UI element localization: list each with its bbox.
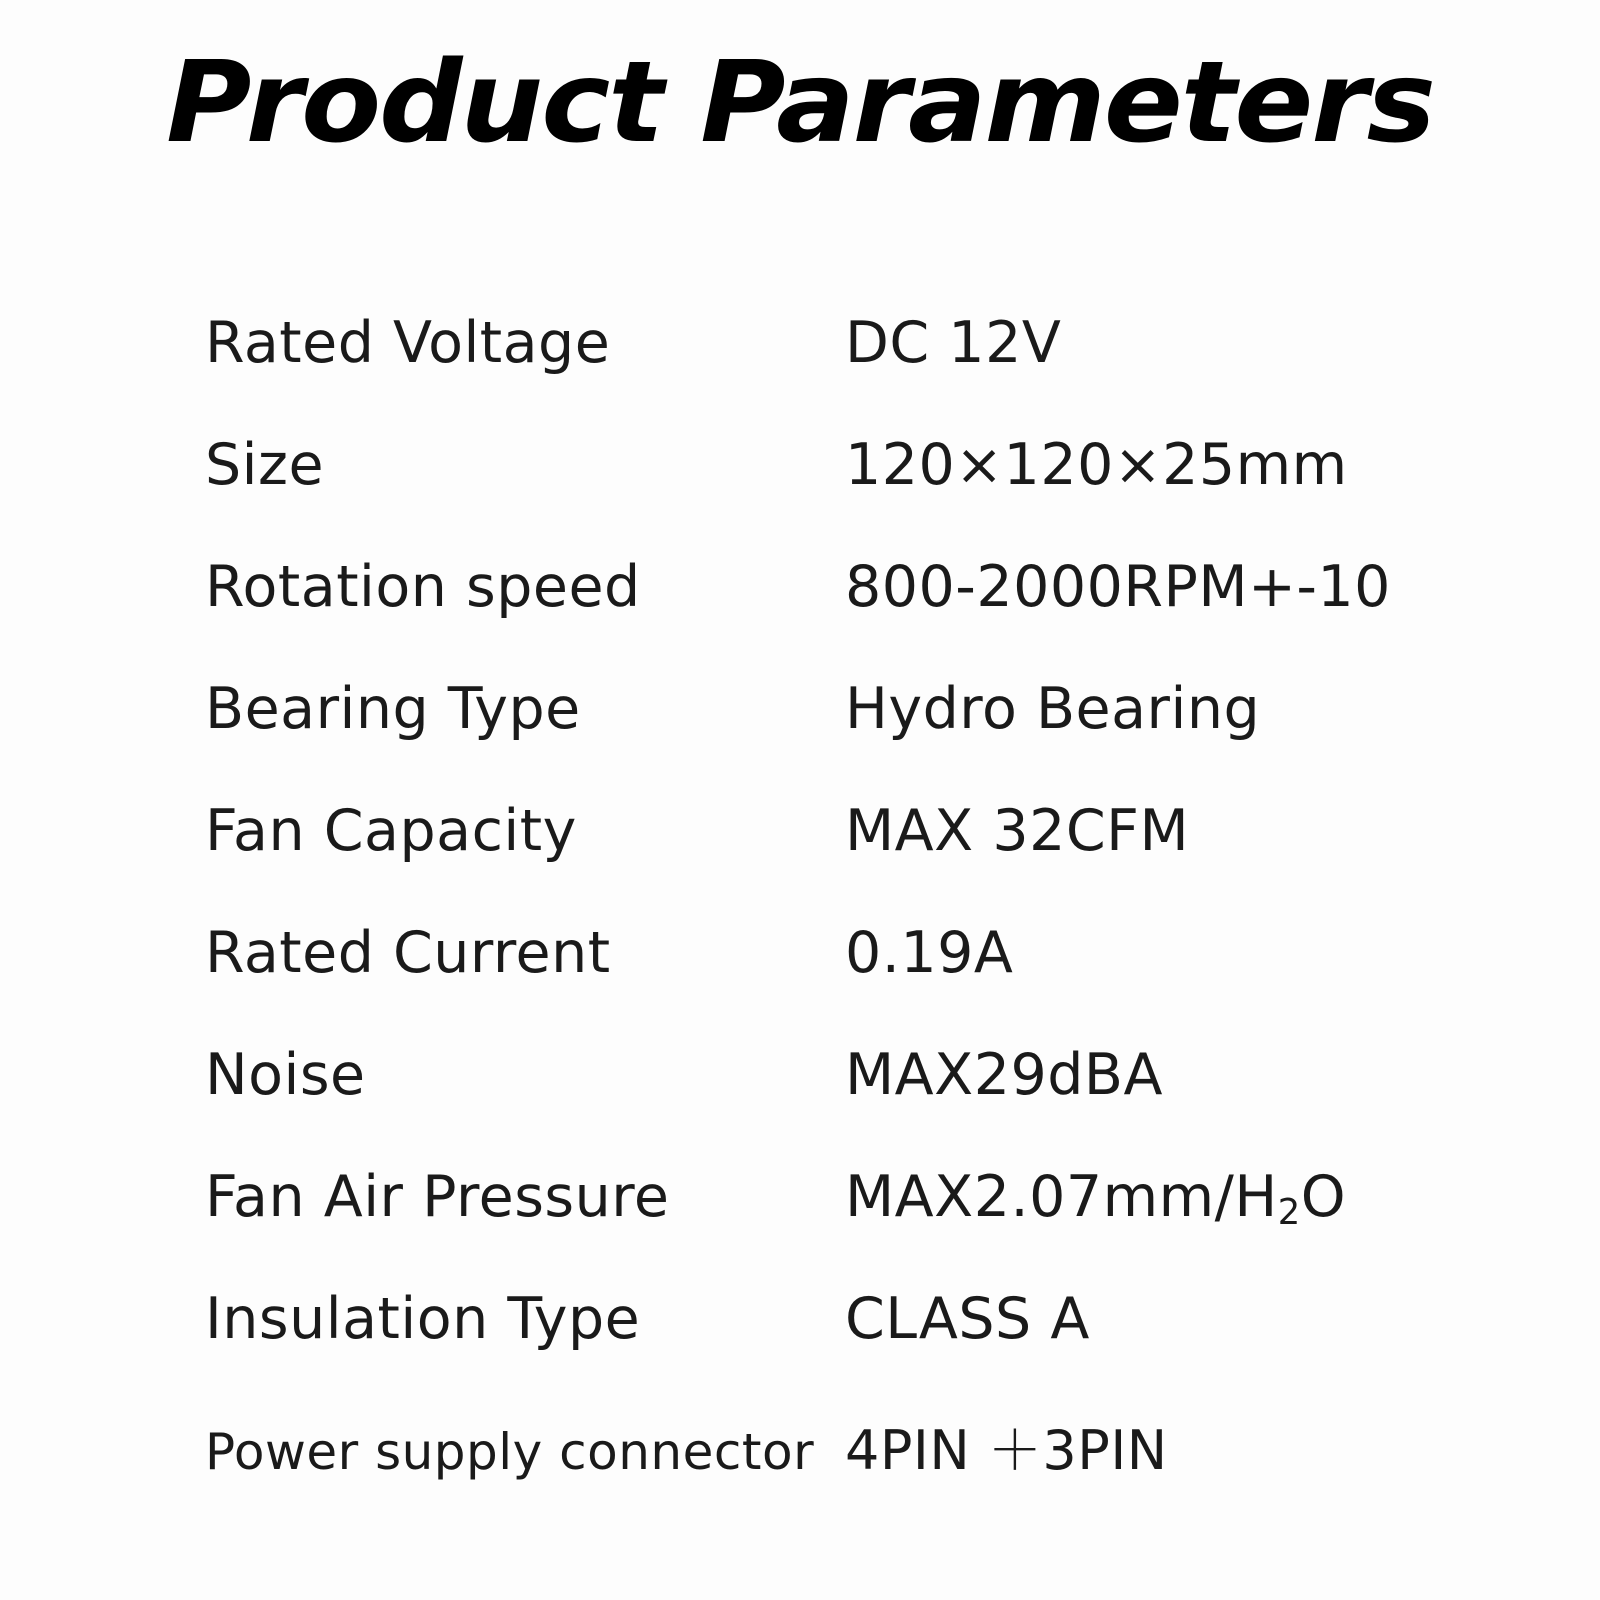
table-row	[205, 1408, 1485, 1530]
spec-value-insulation-type: CLASS A	[845, 1286, 1090, 1352]
spec-label-fan-capacity: Fan Capacity	[205, 798, 577, 864]
spec-label-rotation-speed: Rotation speed	[205, 554, 641, 620]
spec-value-bearing-type: Hydro Bearing	[845, 676, 1261, 742]
table-row	[205, 432, 1485, 554]
spec-label-size: Size	[205, 432, 325, 498]
page-title: Product Parameters	[166, 38, 1434, 168]
spec-value-size: 120×120×25mm	[845, 432, 1348, 498]
table-row	[205, 676, 1485, 798]
table-row	[205, 1286, 1485, 1408]
spec-label-rated-voltage: Rated Voltage	[205, 310, 611, 376]
spec-value-noise: MAX29dBA	[845, 1042, 1164, 1108]
table-row	[205, 1042, 1485, 1164]
spec-label-rated-current: Rated Current	[205, 920, 611, 986]
spec-label-noise: Noise	[205, 1042, 366, 1108]
specifications-table	[205, 310, 1485, 1530]
spec-label-bearing-type: Bearing Type	[205, 676, 581, 742]
table-row	[205, 920, 1485, 1042]
table-row	[205, 554, 1485, 676]
spec-label-fan-air-pressure: Fan Air Pressure	[205, 1164, 670, 1230]
table-row	[205, 1164, 1485, 1286]
spec-value-power-supply-connector: 4PIN ＋3PIN	[845, 1419, 1168, 1482]
spec-value-rated-voltage: DC 12V	[845, 310, 1062, 376]
spec-value-fan-air-pressure: $MAX2.07mm/H_2O$	[845, 1164, 1347, 1233]
spec-value-fan-capacity: MAX 32CFM	[845, 798, 1190, 864]
table-row	[205, 310, 1485, 432]
spec-label-power-supply-connector: Power supply connector	[205, 1423, 815, 1481]
spec-label-insulation-type: Insulation Type	[205, 1286, 641, 1352]
spec-value-rated-current: 0.19A	[845, 920, 1014, 986]
table-row	[205, 798, 1485, 920]
spec-value-rotation-speed: 800-2000RPM+-10	[845, 554, 1391, 620]
